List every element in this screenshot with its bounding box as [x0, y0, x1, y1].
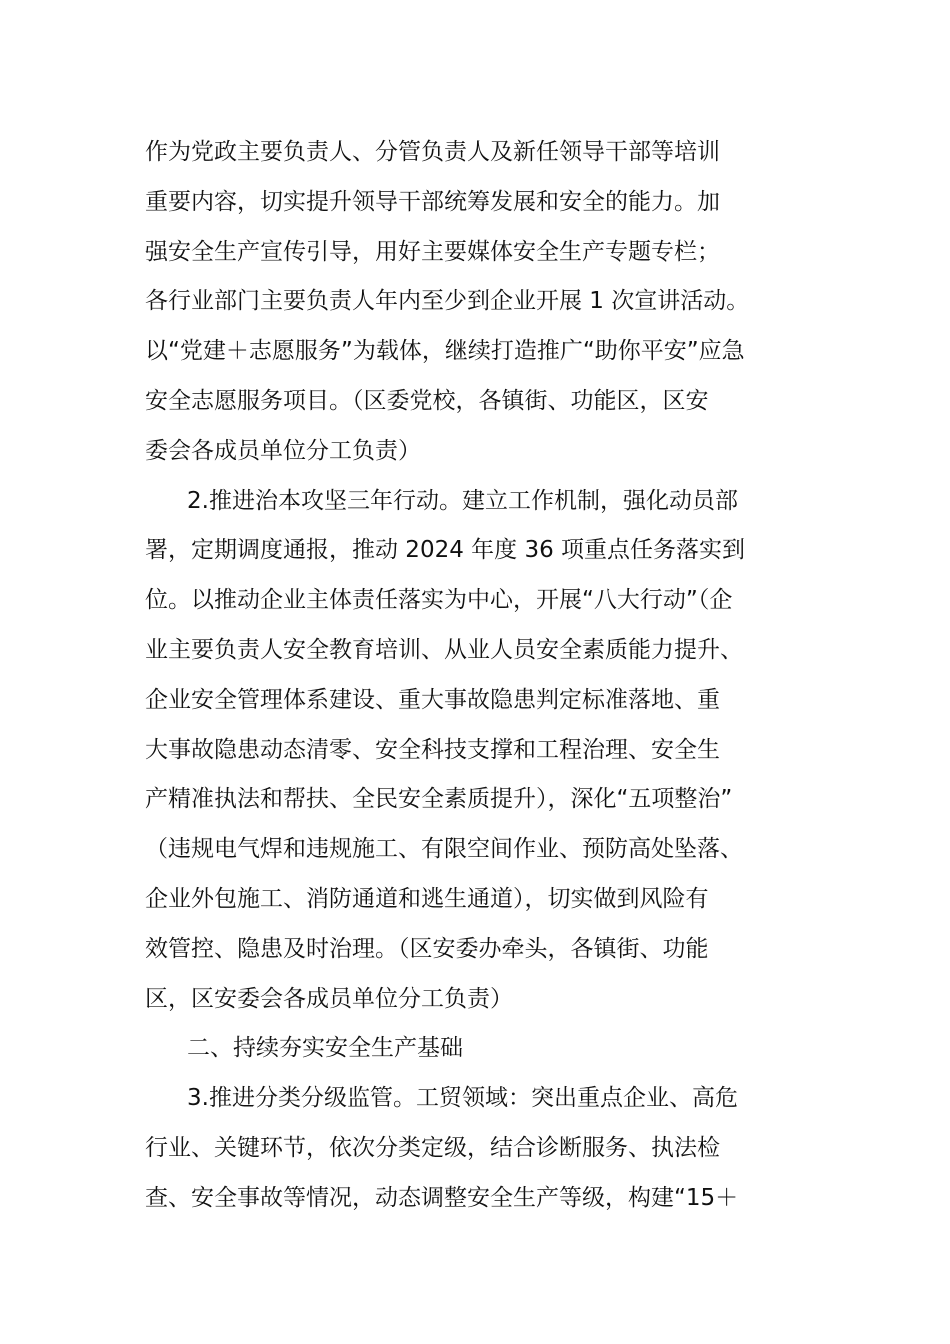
paragraph-line: 效管控、隐患及时治理。（区安委办牵头，各镇街、功能	[145, 935, 709, 962]
paragraph-line: 各行业部门主要负责人年内至少到企业开展 1 次宣讲活动。	[145, 288, 750, 315]
paragraph-line: 大事故隐患动态清零、安全科技支撑和工程治理、安全生	[145, 736, 720, 763]
paragraph-line: 查、安全事故等情况，动态调整安全生产等级，构建“15＋	[145, 1184, 739, 1211]
document-body	[145, 128, 805, 1224]
paragraph-line: 安全志愿服务项目。（区委党校，各镇街、功能区，区安	[145, 387, 709, 414]
paragraph-line: 区，区安委会各成员单位分工负责）	[145, 985, 513, 1012]
paragraph-line: 企业安全管理体系建设、重大事故隐患判定标准落地、重	[145, 686, 720, 713]
paragraph-line: （违规电气焊和违规施工、有限空间作业、预防高处坠落、	[145, 836, 743, 863]
section-heading: 二、持续夯实安全生产基础	[187, 1035, 463, 1062]
paragraph-line: 作为党政主要负责人、分管负责人及新任领导干部等培训	[145, 139, 720, 165]
paragraph-line: 位。以推动企业主体责任落实为中心，开展“八大行动”（企	[145, 587, 733, 614]
paragraph-line: 产精准执法和帮扶、全民安全素质提升），深化“五项整治”	[145, 786, 733, 813]
paragraph-line: 业主要负责人安全教育培训、从业人员安全素质能力提升、	[145, 636, 743, 663]
paragraph-line: 行业、关键环节，依次分类定级，结合诊断服务、执法检	[145, 1134, 720, 1161]
paragraph-line: 重要内容，切实提升领导干部统筹发展和安全的能力。加	[145, 188, 720, 215]
paragraph-line: 3.推进分类分级监管。工贸领域：突出重点企业、高危	[187, 1085, 738, 1112]
paragraph-line: 2.推进治本攻坚三年行动。建立工作机制，强化动员部	[187, 487, 738, 514]
paragraph-line: 委会各成员单位分工负责）	[145, 437, 421, 464]
paragraph-line: 强安全生产宣传引导，用好主要媒体安全生产专题专栏；	[145, 238, 720, 265]
paragraph-line: 以“党建＋志愿服务”为载体，继续打造推广“助你平安”应急	[145, 338, 745, 365]
paragraph-line: 企业外包施工、消防通道和逃生通道），切实做到风险有	[145, 885, 709, 912]
paragraph-line: 署，定期调度通报，推动 2024 年度 36 项重点任务落实到	[145, 537, 746, 564]
